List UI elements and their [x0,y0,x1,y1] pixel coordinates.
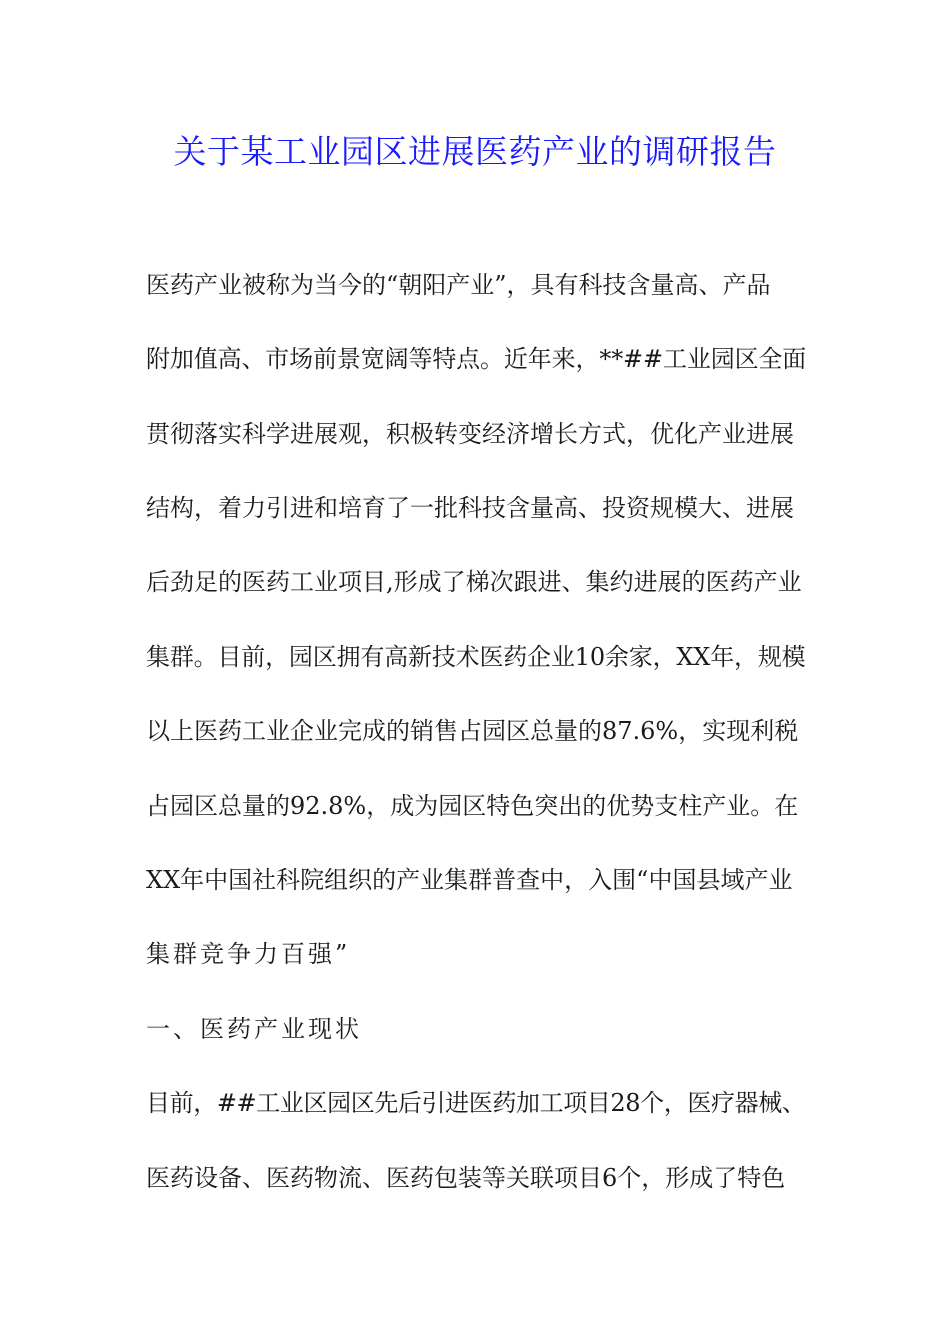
paragraph-line-9: XX年中国社科院组织的产业集群普查中，入围“中国县域产业 [146,866,793,894]
paragraph-line-11: 目前，##工业区园区先后引进医药加工项目28个，医疗器械、 [146,1089,806,1117]
paragraph-line-12: 医药设备、医药物流、医药包装等关联项目6个，形成了特色 [146,1164,786,1192]
paragraph-line-7: 以上医药工业企业完成的销售占园区总量的87.6%，实现利税 [146,717,799,745]
paragraph-line-2: 附加值高、市场前景宽阔等特点。近年来，**##工业园区全面 [146,345,807,373]
paragraph-line-1: 医药产业被称为当今的“朝阳产业”，具有科技含量高、产品 [146,271,771,299]
paragraph-line-5: 后劲足的医药工业项目,形成了梯次跟进、集约进展的医药产业 [146,568,802,596]
section-heading: 一、医药产业现状 [146,1015,362,1043]
document-title: 关于某工业园区进展医药产业的调研报告 [173,132,777,171]
paragraph-line-4: 结构，着力引进和培育了一批科技含量高、投资规模大、进展 [146,494,794,522]
paragraph-line-3: 贯彻落实科学进展观，积极转变经济增长方式，优化产业进展 [146,420,794,448]
paragraph-line-10: 集群竞争力百强” [146,940,351,968]
paragraph-line-8: 占园区总量的92.8%，成为园区特色突出的优势支柱产业。在 [146,792,799,820]
paragraph-line-6: 集群。目前，园区拥有高新技术医药企业10余家，XX年，规模 [146,643,806,671]
